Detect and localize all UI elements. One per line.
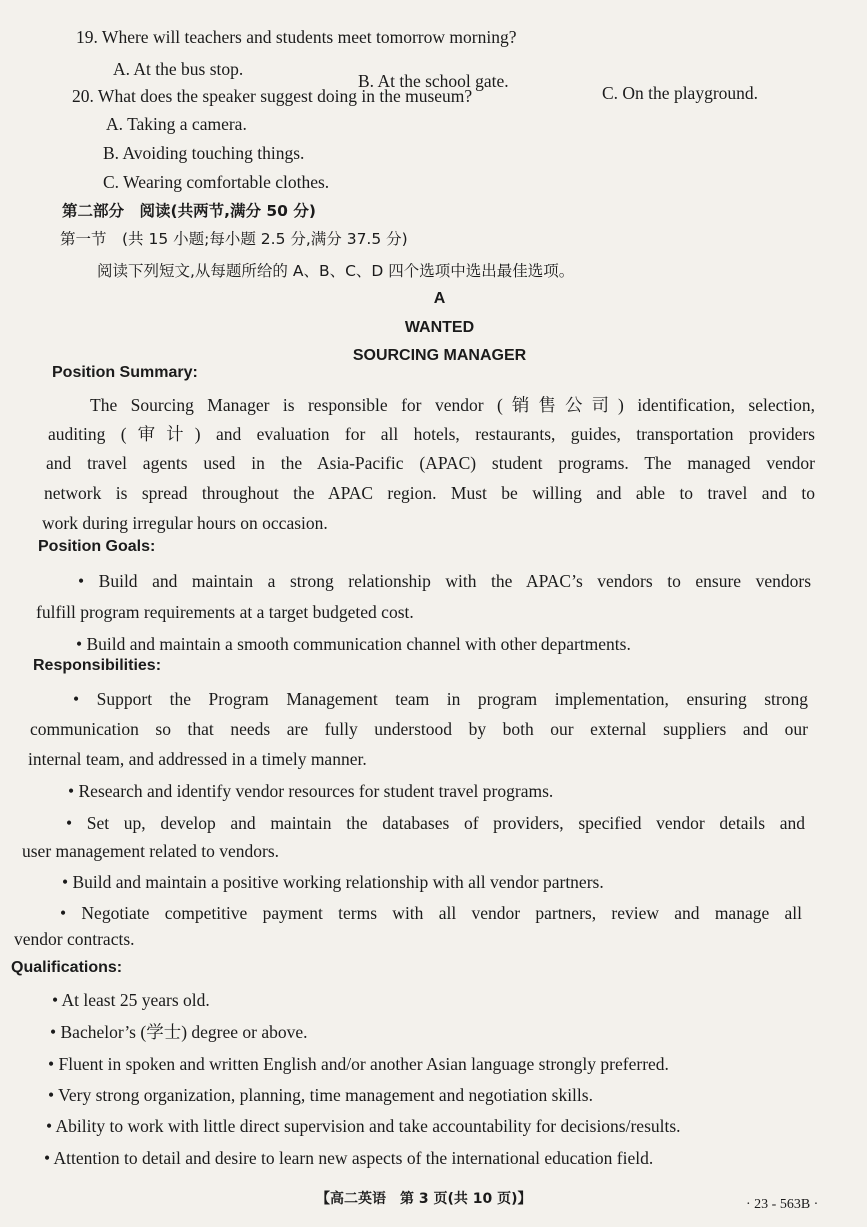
page-footer-code: · 23 - 563B · xyxy=(746,1197,819,1212)
reading-instruction: 阅读下列短文,从每题所给的 A、B、C、D 四个选项中选出最佳选项。 xyxy=(97,262,575,280)
summary-line: auditing (审计) and evaluation for all hotels, restaurants, guides, transportation providers xyxy=(48,424,815,444)
q20-option-b: B. Avoiding touching things. xyxy=(103,143,305,163)
goals-line: • Build and maintain a strong relationship with the APAC’s vendors to ensure vendors xyxy=(78,571,811,591)
qualification-line: • Very strong organization, planning, time management and negotiation skills. xyxy=(48,1085,593,1105)
passage-letter: A xyxy=(433,290,446,307)
passage-title-position: SOURCING MANAGER xyxy=(352,347,527,364)
part2-heading: 第二部分 阅读(共两节,满分 50 分) xyxy=(62,202,316,220)
summary-line: work during irregular hours on occasion. xyxy=(42,513,328,533)
goals-heading: Position Goals: xyxy=(38,538,156,555)
responsibilities-heading: Responsibilities: xyxy=(33,657,162,674)
responsibility-line: • Support the Program Management team in program implementation, ensuring strong xyxy=(73,689,808,709)
passage-title-wanted: WANTED xyxy=(404,319,475,336)
q19-option-a: A. At the bus stop. xyxy=(113,59,244,79)
responsibility-line: vendor contracts. xyxy=(14,929,135,949)
qualifications-heading: Qualifications: xyxy=(11,959,123,976)
qualification-line: • Bachelor’s (学士) degree or above. xyxy=(50,1022,308,1042)
summary-line: The Sourcing Manager is responsible for vendor (销售公司) identification, selection, xyxy=(90,395,815,415)
qualification-line: • Attention to detail and desire to learn new aspects of the international education field. xyxy=(44,1148,654,1168)
qualification-line: • Ability to work with little direct supervision and take accountability for decisions/results. xyxy=(46,1116,681,1136)
responsibility-line: • Negotiate competitive payment terms with all vendor partners, review and manage all xyxy=(60,903,802,923)
goals-line: • Build and maintain a smooth communication channel with other departments. xyxy=(76,634,631,654)
q19-stem: 19. Where will teachers and students meet tomorrow morning? xyxy=(76,27,517,47)
section1-heading: 第一节 (共 15 小题;每小题 2.5 分,满分 37.5 分) xyxy=(60,230,408,248)
page-footer-label: 【高二英语 第 3 页(共 10 页)】 xyxy=(316,1191,532,1207)
responsibility-line: • Research and identify vendor resources for student travel programs. xyxy=(68,781,554,801)
q20-option-a: A. Taking a camera. xyxy=(106,114,247,134)
q19-option-b: B. At the school gate. xyxy=(358,71,509,91)
responsibility-line: user management related to vendors. xyxy=(22,841,280,861)
q20-stem: 20. What does the speaker suggest doing in the museum? xyxy=(72,86,473,106)
summary-line: network is spread throughout the APAC region. Must be willing and able to travel and to xyxy=(44,483,815,503)
q19-option-c: C. On the playground. xyxy=(602,83,759,103)
q20-option-c: C. Wearing comfortable clothes. xyxy=(103,172,330,192)
responsibility-line: communication so that needs are fully understood by both our external suppliers and our xyxy=(30,719,808,739)
qualification-line: • At least 25 years old. xyxy=(52,990,210,1010)
responsibility-line: • Set up, develop and maintain the databases of providers, specified vendor details and xyxy=(66,813,805,833)
goals-line: fulfill program requirements at a target budgeted cost. xyxy=(36,602,414,622)
qualification-line: • Fluent in spoken and written English and/or another Asian language strongly preferred. xyxy=(48,1054,669,1074)
responsibility-line: internal team, and addressed in a timely manner. xyxy=(28,749,367,769)
summary-line: and travel agents used in the Asia-Pacific (APAC) student programs. The managed vendor xyxy=(46,453,815,473)
responsibility-line: • Build and maintain a positive working relationship with all vendor partners. xyxy=(62,872,604,892)
summary-heading: Position Summary: xyxy=(52,364,198,381)
